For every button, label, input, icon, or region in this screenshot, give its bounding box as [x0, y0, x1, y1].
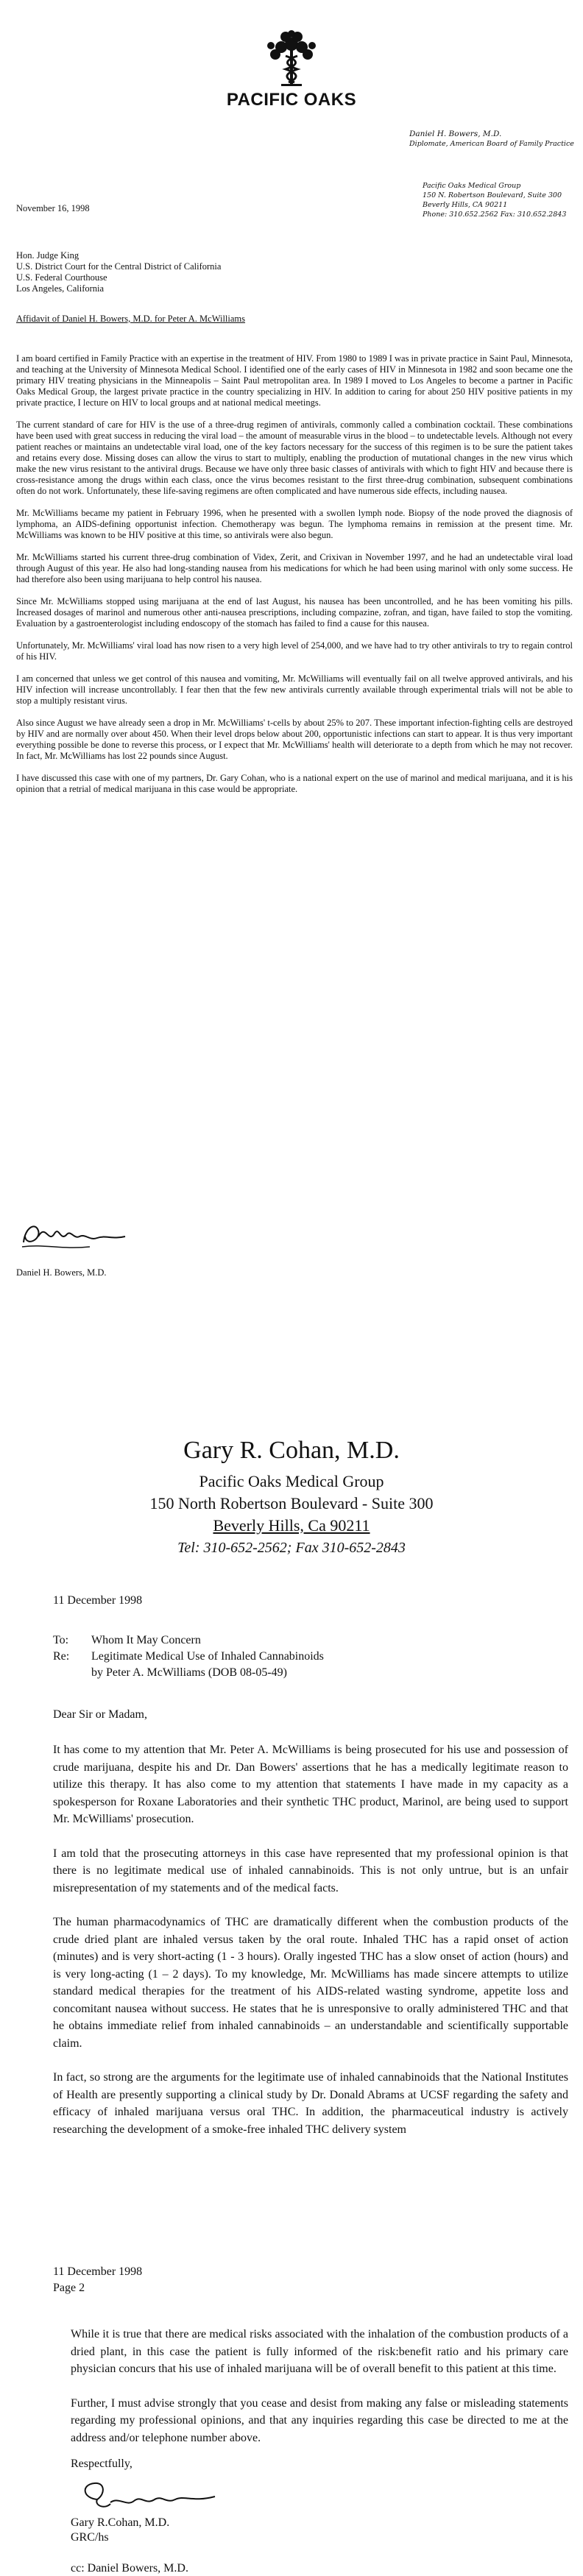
address-city: Beverly Hills, CA 90211	[423, 201, 508, 209]
to-value: Whom It May Concern	[91, 1634, 201, 1646]
body-paragraph: Further, I must advise strongly that you cease and desist from making any false or misleading statements regarding my professional opinions, and that any inquiries regarding this case be directed to me at the address and/or telephone number above.	[71, 2396, 568, 2444]
page2-date: 11 December 1998	[53, 2265, 143, 2278]
recipient-line: U.S. District Court for the Central District of California	[16, 261, 222, 272]
letter-date: November 16, 1998	[16, 203, 90, 213]
cc-line: cc: Daniel Bowers, M.D.	[71, 2562, 188, 2575]
page2-label: Page 2	[53, 2282, 85, 2294]
body-paragraph: Mr. McWilliams started his current three-drug combination of Videx, Zerit, and Crixivan in November 1997, and he had an undetectable viral load through August of this year. He also had long-standing nausea from his medications for which he had been using marinol with only some success. He had therefore also been using marijuana to help control his nausea.	[16, 552, 573, 584]
letterhead-group: Pacific Oaks Medical Group	[199, 1472, 384, 1490]
signature-name: Daniel H. Bowers, M.D.	[16, 1267, 107, 1278]
body-paragraph: The current standard of care for HIV is the use of a three-drug regimen of antivirals, commonly called a combination cocktail. These combinations have been used with great success in reducing the viral load – the amount of measurable virus in the blood – to undetectable levels. Although not every patient reaches or maintains an undetectable viral load, one of the key factors necessary for the success of this regimen is to be sure the patient takes and retains every dose. Missing doses can allow the virus to start to multiply, enabling the production of mutational changes in the new virus which make the new virus resistant to the antiviral drugs. Because we have only three basic classes of antivirals with which to fight HIV and because there is cross-resistance among the drugs within each class, once the virus becomes resistant to the first three-drug combination, subsequent combinations often do not work. Unfortunately, these life-saving regimens are often complicated and have numerous side effects, including nausea.	[16, 420, 573, 496]
re-line: by Peter A. McWilliams (DOB 08-05-49)	[91, 1666, 287, 1679]
address-group: Pacific Oaks Medical Group	[423, 182, 521, 190]
caduceus-tree-icon	[256, 29, 327, 87]
signature-cohan	[75, 2477, 222, 2516]
body-paragraph: I am board certified in Family Practice with an expertise in the treatment of HIV. From 1980 to 1989 I was in private practice in Saint Paul, Minnesota, and teaching at the University of Minnesota Medical School. I identified one of the early cases of HIV in Minnesota in 1982 and soon became one the primary HIV treating physicians in the Minneapolis – Saint Paul metropolitan area. In 1989 I moved to Los Angeles to become a partner in Pacific Oaks Medical Group, the largest private practice in the country specializing in HIV. In addition to caring for about 250 HIV positive patients in my private practice, I lecture on HIV to local groups and at national medical meetings.	[16, 353, 573, 408]
to-label: To:	[53, 1634, 69, 1646]
body-paragraph: I have discussed this case with one of my partners, Dr. Gary Cohan, who is a national expert on the use of marinol and medical marijuana, and it is his opinion that a retrial of medical marijuana in this case would be appropriate.	[16, 773, 573, 794]
body-paragraph: Mr. McWilliams became my patient in February 1996, when he presented with a swollen lymph node. Biopsy of the node proved the diagnosis of lymphoma, an AIDS-defining opportunist infection. Chemotherapy was begun. The lymphoma remains in remission at the present time. Mr. McWilliams was known to be HIV positive at this time, so antivirals were also begun.	[16, 508, 573, 540]
signature-name: Gary R.Cohan, M.D.	[71, 2516, 170, 2529]
initials: GRC/hs	[71, 2531, 109, 2544]
sender-name: Daniel H. Bowers, M.D.	[409, 130, 502, 138]
pacific-oaks-logo	[206, 29, 377, 110]
signature-bowers	[16, 1214, 141, 1259]
re-line: Legitimate Medical Use of Inhaled Cannabinoids	[91, 1650, 324, 1663]
sender-block	[409, 130, 579, 149]
letter-cohan	[0, 1354, 583, 2575]
body-paragraph: In fact, so strong are the arguments for the legitimate use of inhaled cannabinoids that the National Institutes of Health are presently supporting a clinical study by Dr. Donald Abrams at UCSF regarding the safety and efficacy of inhaled marijuana versus oral THC. In addition, the pharmaceutical industry is actively researching the development of a smoke-free inhaled THC delivery system	[53, 2071, 568, 2136]
body-paragraph: While it is true that there are medical risks associated with the inhalation of the combustion products of a dried plant, in this case the patient is fully informed of the risk:benefit ratio and his primary care physician concurs that his use of inhaled marijuana will be of overall benefit to this patient at this time.	[71, 2328, 568, 2375]
recipient-block	[16, 250, 221, 294]
signature-block	[71, 2516, 169, 2545]
letter-date: 11 December 1998	[53, 1594, 143, 1607]
body-paragraph: It has come to my attention that Mr. Peter A. McWilliams is being prosecuted for his use and possession of crude marijuana, despite his and Dr. Dan Bowers' assertions that he has a medically legitimate reason to utilize this therapy. It has also come to my attention that statements I have made in my capacity as a spokesperson for Roxane Laboratories and their synthetic THC product, Marinol, are being used to support Mr. McWilliams' prosecution.	[53, 1744, 568, 1825]
letterhead-street: 150 North Robertson Boulevard - Suite 300	[149, 1494, 434, 1512]
address-street: 150 N. Robertson Boulevard, Suite 300	[423, 191, 562, 199]
letter-body-page2	[71, 2326, 568, 2463]
address-block	[423, 181, 579, 219]
re-label: Re:	[53, 1650, 70, 1663]
sender-credential: Diplomate, American Board of Family Practice	[409, 140, 574, 148]
body-paragraph: Also since August we have already seen a drop in Mr. McWilliams' t-cells by about 25% to 207. These important infection-fighting cells are destroyed by HIV and are normally over about 450. When their level drops below about 200, opportunistic infections can start to appear. It is thus very important everything possible be done to reverse this process, or I expect that Mr. McWilliams' health will deteriorate to a depth from which he may not recover. In fact, Mr. McWilliams has lost 22 pounds since August.	[16, 718, 573, 761]
letter-body	[16, 353, 573, 806]
to-re-block	[53, 1632, 324, 1681]
logo-name: PACIFIC OAKS	[226, 90, 357, 110]
body-paragraph: I am concerned that unless we get control of this nausea and vomiting, Mr. McWilliams will eventually fail on all twelve approved antivirals, and his HIV infection will increase uncontrollably. I fear then that the few new antivirals currently available through experimental trials will not be able to stop a multiply resistant virus.	[16, 673, 573, 706]
letter-subject: Affidavit of Daniel H. Bowers, M.D. for Peter A. McWilliams	[16, 314, 246, 324]
recipient-line: Hon. Judge King	[16, 250, 80, 261]
letter-body	[53, 1741, 568, 2155]
body-paragraph: Unfortunately, Mr. McWilliams' viral load has now risen to a very high level of 254,000, and we have had to try other antivirals to try to regain control of his HIV.	[16, 640, 573, 662]
page2-header	[53, 2264, 142, 2296]
body-paragraph: Since Mr. McWilliams stopped using marijuana at the end of last August, his nausea has been uncontrolled, and he has been vomiting his pills. Increased dosages of marinol and numerous other anti-nausea prescriptions, including compazine, zofran, and tigan, have failed to stop the vomiting. Evaluation by a gastroenterologist including endoscopy of the stomach has failed to find a cause for this nausea.	[16, 596, 573, 629]
salutation: Dear Sir or Madam,	[53, 1708, 147, 1721]
closing: Respectfully,	[71, 2458, 132, 2470]
letterhead-tel: Tel: 310-652-2562; Fax 310-652-2843	[177, 1540, 406, 1556]
address-phone: Phone: 310.652.2562 Fax: 310.652.2843	[423, 210, 567, 219]
letterhead-name: Gary R. Cohan, M.D.	[183, 1437, 400, 1464]
recipient-line: U.S. Federal Courthouse	[16, 272, 107, 283]
recipient-line: Los Angeles, California	[16, 283, 105, 294]
body-paragraph: I am told that the prosecuting attorneys in this case have represented that my professional opinion is that there is no legitimate medical use of inhaled cannabinoids. This is not only untrue, but is an unfair misrepresentation of my statements and of the medical facts.	[53, 1847, 568, 1894]
body-paragraph: The human pharmacodynamics of THC are dramatically different when the combustion products of the crude dried plant are inhaled versus taken by the oral route. Inhaled THC has a rapid onset of action (minutes) and is very short-acting (1 - 3 hours). Orally ingested THC has a slow onset of action (hours) and is very long-acting (1 – 2 days). To my knowledge, Mr. McWilliams has made sincere attempts to utilize standard medical therapies for the treatment of his AIDS-related wasting syndrome, appetite loss and concomitant nausea without success. He states that he is unresponsive to orally administered THC and that he obtains immediate relief from inhaled cannabinoids – an understandable and scientifically supportable claim.	[53, 1916, 568, 2050]
letterhead-city: Beverly Hills, Ca 90211	[213, 1516, 370, 1535]
